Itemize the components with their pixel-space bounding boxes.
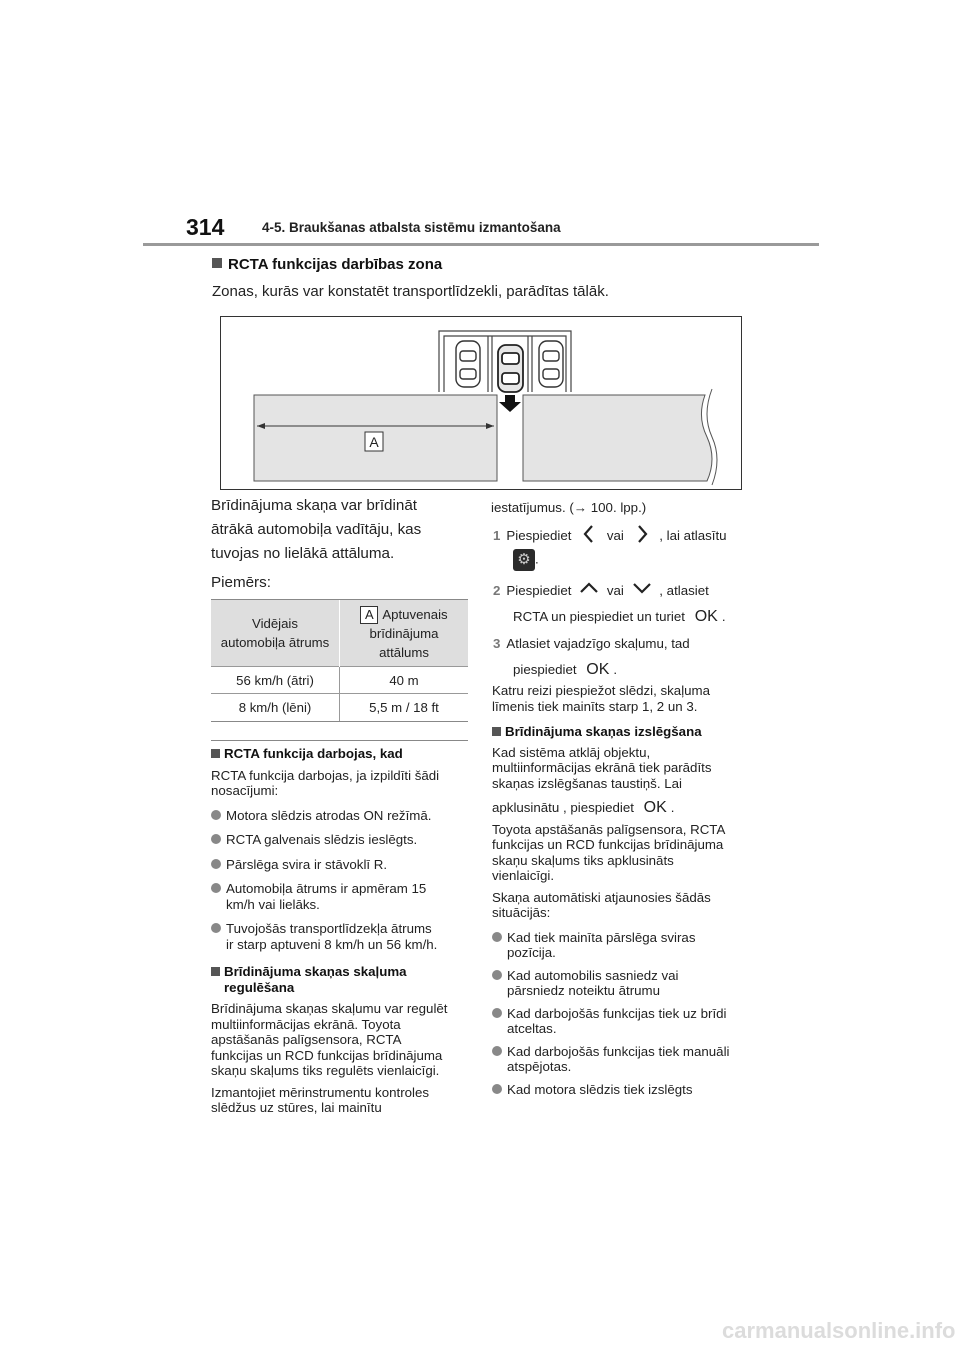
square-bullet-icon — [211, 967, 220, 976]
table-cell-distance: 40 m — [340, 667, 469, 694]
text-line: Brīdinājuma skaņas skaļumu var regulēt — [211, 1001, 448, 1016]
volume-title — [211, 964, 471, 995]
mute-ok-line — [492, 800, 762, 816]
list-item — [211, 808, 471, 824]
step-2 — [493, 578, 726, 630]
mute-title — [492, 724, 762, 740]
table-header-speed — [211, 600, 340, 667]
step-3 — [493, 631, 690, 683]
operates-title-text: RCTA funkcija darbojas, kad — [224, 746, 403, 761]
header-text: automobiļa ātrums — [220, 635, 330, 650]
bullet-dot-icon — [492, 1046, 502, 1056]
operates-text — [211, 768, 471, 799]
step-number: 2 — [493, 583, 501, 598]
list-item — [492, 1006, 762, 1037]
table-cell-distance: 5,5 m / 18 ft — [340, 694, 469, 722]
bullet-dot-icon — [211, 810, 221, 820]
section-description: Zonas, kurās var konstatēt transportlīdzekli, parādītas tālāk. — [212, 283, 609, 300]
step-text: Piespiediet — [506, 528, 572, 543]
chevron-left-icon — [581, 524, 597, 544]
text-line: Kad motora slēdzis tiek izslēgts — [507, 1081, 693, 1097]
step-number: 1 — [493, 528, 501, 543]
text-line: Brīdinājuma skaņas skaļuma — [224, 964, 407, 979]
list-item — [211, 881, 471, 912]
text-line: situācijās: — [492, 905, 551, 920]
text-line: atspējotas. — [507, 1059, 572, 1074]
chapter-title: 4-5. Braukšanas atbalsta sistēmu izmantošana — [262, 220, 561, 235]
step-text: vai — [606, 583, 624, 598]
bullet-dot-icon — [492, 1084, 502, 1094]
step-number: 3 — [493, 636, 501, 651]
text-line: Kad sistēma atklāj objektu, — [492, 744, 651, 760]
text-line: skaņu skaļums tiks apklusināts — [492, 852, 674, 868]
page-number: 314 — [186, 214, 225, 240]
chevron-up-icon — [579, 581, 599, 595]
list-item — [211, 857, 471, 873]
bullet-dot-icon — [492, 932, 502, 942]
mute-title-text: Brīdinājuma skaņas izslēgšana — [505, 724, 702, 739]
reverse-arrow-icon — [499, 395, 521, 412]
mute-text — [492, 745, 762, 792]
text-line: . — [670, 800, 675, 815]
text-line: Toyota apstāšanās palīgsensora, RCTA — [492, 821, 726, 837]
text-line: skaņu skaļums tiks regulēts vienlaicīgi. — [211, 1063, 440, 1078]
intro-line: ātrākā automobiļa vadītāju, kas — [211, 521, 422, 538]
text-line: RCTA galvenais slēdzis ieslēgts. — [226, 832, 418, 847]
text-line: Pārslēga svira ir stāvoklī R. — [226, 856, 388, 872]
header-text: Vidējais — [252, 616, 298, 631]
text-line: atceltas. — [507, 1021, 557, 1036]
table-header-row — [211, 600, 468, 667]
header-text: Aptuvenais — [382, 606, 448, 622]
text-line: apklusinātu , piespiediet — [492, 800, 634, 815]
rcta-zone-illustration — [221, 317, 741, 489]
text-line: km/h vai lielāks. — [226, 896, 320, 912]
section-title-text: RCTA funkcijas darbības zona — [228, 256, 443, 273]
settings-reference: iestatījumus. (→ 100. lpp.) — [491, 500, 647, 515]
text-line: Motora slēdzis atrodas ON režīmā. — [226, 807, 432, 823]
operates-title — [211, 746, 471, 762]
volume-level-note — [492, 683, 762, 714]
mute-text-3 — [492, 890, 762, 921]
warning-distance-table — [211, 599, 468, 722]
rcta-operates-block — [211, 746, 471, 1116]
mute-text-2 — [492, 822, 762, 884]
text-line: Kad darbojošās funkcijas tiek uz brīdi — [507, 1005, 727, 1021]
header-text: attālums — [379, 644, 429, 660]
step-text: Atlasiet vajadzīgo skaļumu, tad — [506, 636, 690, 651]
settings-gear-icon: ⚙ — [513, 549, 535, 571]
text-line: multiinformācijas ekrānā. Toyota — [211, 1016, 401, 1032]
example-label: Piemērs: — [211, 574, 271, 591]
marker-a-box: A — [360, 606, 378, 624]
step-text: piespiediet — [513, 662, 577, 677]
square-bullet-icon — [212, 258, 222, 268]
table-cell-speed: 8 km/h (lēni) — [211, 694, 340, 722]
table-cell-speed: 56 km/h (ātri) — [211, 667, 340, 694]
intro-line: tuvojas no lielākā attāluma. — [211, 545, 395, 562]
text-line: nosacījumi: — [211, 783, 279, 798]
text-line: vienlaicīgi. — [492, 868, 555, 883]
step-text: Piespiediet — [506, 583, 572, 598]
header-text: brīdinājuma — [369, 625, 439, 641]
text-line: pozīcija. — [507, 945, 556, 960]
text-line: Automobiļa ātrums ir apmēram 15 — [226, 881, 427, 896]
text-line: līmenis tiek mainīts starp 1, 2 un 3. — [492, 698, 698, 714]
text-line: funkcijas un RCD funkcijas brīdinājuma — [492, 837, 724, 852]
list-item — [492, 1082, 762, 1098]
bullet-dot-icon — [211, 883, 221, 893]
section-title — [212, 256, 442, 273]
text-line: skaņas izslēgšanas taustiņš. Lai — [492, 775, 682, 791]
reversing-car — [498, 345, 523, 392]
volume-text — [211, 1001, 471, 1079]
section-divider — [211, 740, 468, 741]
square-bullet-icon — [211, 749, 220, 758]
text-line: funkcijas un RCD funkcijas brīdinājuma — [211, 1047, 443, 1063]
text-line: Izmantojiet mērinstrumentu kontroles — [211, 1084, 430, 1100]
text-line: slēdžus uz stūres, lai mainītu — [211, 1100, 382, 1115]
step-1 — [493, 524, 727, 571]
parked-car-right — [539, 341, 563, 387]
text-line: Kad tiek mainīta pārslēga sviras — [507, 929, 696, 945]
watermark: carmanualsonline.info — [722, 1318, 956, 1343]
volume-text-2 — [211, 1085, 471, 1116]
step-text: , lai atlasītu — [659, 528, 727, 543]
step-text: . — [721, 609, 726, 624]
square-bullet-icon — [492, 727, 501, 736]
list-item — [211, 921, 471, 952]
text-line: ir starp aptuveni 8 km/h un 56 km/h. — [226, 936, 438, 952]
text-line: Kad darbojošās funkcijas tiek manuāli — [507, 1043, 730, 1059]
rcta-zone-diagram — [220, 316, 742, 490]
text-line: multiinformācijas ekrānā tiek parādīts — [492, 760, 712, 775]
text-line: pārsniedz noteiktu ātrumu — [507, 983, 660, 998]
bullet-dot-icon — [211, 923, 221, 933]
bullet-dot-icon — [492, 1008, 502, 1018]
table-header-distance — [340, 600, 469, 667]
step-text: , atlasiet — [659, 583, 709, 598]
intro-line: Brīdinājuma skaņa var brīdināt — [211, 497, 417, 514]
text-line: RCTA funkcija darbojas, ja izpildīti šādi — [211, 767, 440, 783]
step-text: . — [613, 662, 618, 677]
table-row — [211, 667, 468, 694]
list-item — [492, 1044, 762, 1075]
text-line: apstāšanās palīgsensora, RCTA — [211, 1032, 402, 1047]
ok-button-glyph: OK — [694, 608, 718, 625]
parked-car-left — [456, 341, 480, 387]
table-row — [211, 694, 468, 722]
ok-button-glyph: OK — [586, 661, 610, 678]
text-line: Tuvojošās transportlīdzekļa ātrums — [226, 921, 432, 936]
right-notes-block — [492, 683, 762, 1097]
chevron-down-icon — [632, 581, 652, 595]
chevron-right-icon — [634, 524, 650, 544]
step-text: vai — [606, 528, 624, 543]
intro-text — [211, 494, 421, 595]
header-rule — [143, 243, 819, 246]
bullet-dot-icon — [211, 834, 221, 844]
diagram-label-a: A — [369, 434, 379, 450]
text-line: Kad automobilis sasniedz vai — [507, 967, 679, 983]
text-line: Katru reizi piespiežot slēdzi, skaļuma — [492, 683, 711, 698]
ok-button-glyph: OK — [643, 799, 667, 816]
step-text: RCTA un piespiediet un turiet — [513, 609, 685, 624]
list-item — [211, 832, 471, 848]
bullet-dot-icon — [211, 859, 221, 869]
list-item — [492, 968, 762, 999]
text-line: Skaņa automātiski atjaunosies šādās — [492, 889, 711, 905]
bullet-dot-icon — [492, 970, 502, 980]
list-item — [492, 930, 762, 961]
text-line: regulēšana — [224, 979, 295, 995]
step-text: . — [535, 551, 539, 567]
